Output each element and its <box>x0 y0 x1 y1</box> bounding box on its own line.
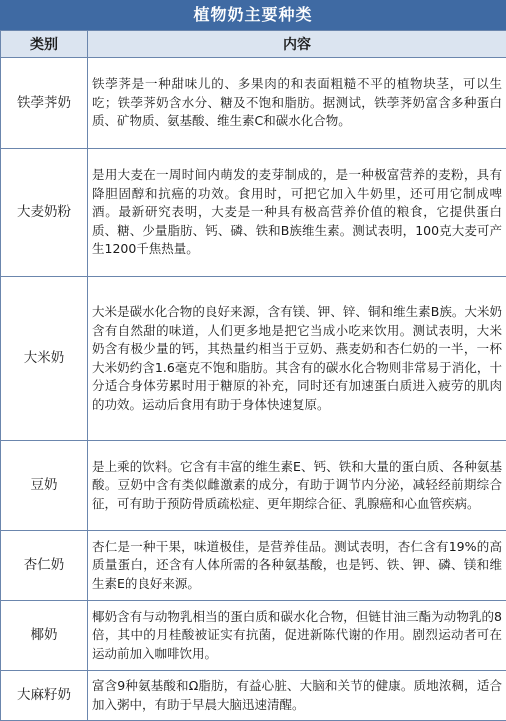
content-cell: 椰奶含有与动物乳相当的蛋白质和碳水化合物，但链甘油三酯为动物乳的8倍，其中的月桂酸被证实有抗菌，促进新陈代谢的作用。剧烈运动者可在运动前加入咖啡饮用。 <box>88 601 506 671</box>
table-row <box>1 149 506 277</box>
category-cell: 大麦奶粉 <box>1 149 88 277</box>
category-cell: 大麻籽奶 <box>1 671 88 721</box>
content-cell: 大米是碳水化合物的良好来源，含有镁、钾、锌、铜和维生素B族。大米奶含有自然甜的味道，人们更多地是把它当成小吃来饮用。测试表明，大米奶含有极少量的钙，其热量约相当于豆奶、燕麦奶和杏仁奶的一半，一杯大米奶约含1.6毫克不饱和脂肪。其含有的碳水化合物则非常易于消化，十分适合身体劳累时用于糖原的补充，同时还有加速蛋白质进入疲劳的肌肉的功效。运动后食用有助于身体快速复原。 <box>88 277 506 441</box>
category-cell: 铁荸荠奶 <box>1 58 88 149</box>
content-cell: 铁荸荠是一种甜味儿的、多果肉的和表面粗糙不平的植物块茎，可以生吃；铁荸荠奶含水分、糖及不饱和脂肪。据测试，铁荸荠奶富含多种蛋白质、矿物质、氨基酸、维生素C和碳水化合物。 <box>88 58 506 149</box>
header-content: 内容 <box>88 31 506 58</box>
category-cell: 大米奶 <box>1 277 88 441</box>
table-row <box>1 441 506 531</box>
table-row <box>1 601 506 671</box>
table-row <box>1 531 506 601</box>
table-row <box>1 671 506 721</box>
content-cell: 富含9种氨基酸和Ω脂肪，有益心脏、大脑和关节的健康。质地浓稠，适合加入粥中，有助于早晨大脑迅速清醒。 <box>88 671 506 721</box>
category-cell: 椰奶 <box>1 601 88 671</box>
content-cell: 是用大麦在一周时间内萌发的麦芽制成的，是一种极富营养的麦粉，具有降胆固醇和抗癌的功效。食用时，可把它加入牛奶里，还可用它制成啤酒。最新研究表明，大麦是一种具有极高营养价值的粮食，它提供蛋白质、糖、少量脂肪、钙、磷、铁和B族维生素。测试表明，100克大麦可产生1200千焦热量。 <box>88 149 506 277</box>
category-cell: 杏仁奶 <box>1 531 88 601</box>
table-row <box>1 277 506 441</box>
header-category: 类别 <box>1 31 88 58</box>
content-cell: 杏仁是一种干果，味道极佳，是营养佳品。测试表明，杏仁含有19%的高质量蛋白，还含有人体所需的各种氨基酸，也是钙、铁、钾、磷、镁和维生素E的良好来源。 <box>88 531 506 601</box>
content-cell: 是上乘的饮料。它含有丰富的维生素E、钙、铁和大量的蛋白质、各种氨基酸。豆奶中含有类似雌激素的成分，有助于调节内分泌，减轻经前期综合征，可有助于预防骨质疏松症、更年期综合征、乳腺癌和心血管疾病。 <box>88 441 506 531</box>
table-title: 植物奶主要种类 <box>0 0 506 30</box>
table-row <box>1 58 506 149</box>
table-header-row <box>1 31 506 58</box>
plant-milk-table <box>0 30 506 721</box>
category-cell: 豆奶 <box>1 441 88 531</box>
